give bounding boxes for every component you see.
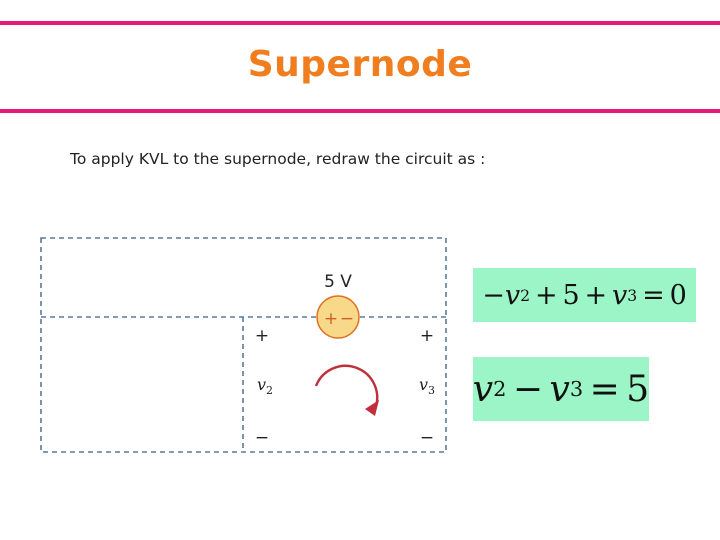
eq2-equals: = — [589, 368, 620, 410]
bottom-rule — [0, 109, 720, 113]
kvl-equation-box — [473, 268, 696, 322]
eq2-v2-subscript: 2 — [493, 377, 507, 401]
eq1-plus-2: + — [584, 279, 608, 311]
clockwise-loop-arrow — [316, 366, 379, 416]
eq2-v3-subscript: 3 — [569, 377, 584, 401]
left-voltage-label: $v_2$ — [257, 375, 274, 397]
eq2-v3: v — [549, 368, 570, 410]
eq1-minus: − — [482, 279, 505, 311]
eq1-five: 5 — [562, 279, 580, 311]
right-voltage-label: $v_3$ — [419, 375, 436, 397]
eq1-v3-subscript: 3 — [627, 285, 638, 305]
right-voltage-subscript: 3 — [428, 384, 436, 397]
eq2-v2: v — [472, 368, 494, 410]
loop-arrowhead — [365, 400, 379, 416]
left-voltage-subscript: 2 — [266, 384, 274, 397]
eq2-five: 5 — [626, 368, 650, 410]
eq1-v2: v — [504, 279, 521, 311]
eq1-equals: = — [642, 279, 665, 311]
eq1-zero: 0 — [669, 279, 687, 311]
dashed-wires — [41, 238, 446, 452]
simplified-equation-box — [473, 357, 649, 421]
circuit-diagram — [30, 228, 460, 460]
voltage-source — [317, 296, 359, 338]
right-plus-sign: + — [419, 326, 435, 346]
left-plus-sign: + — [254, 326, 270, 346]
left-minus-sign: − — [254, 428, 270, 448]
source-label: 5 V — [324, 272, 352, 292]
eq1-v3: v — [611, 279, 628, 311]
source-plus-sign: + — [323, 309, 339, 329]
eq1-plus-1: + — [534, 279, 558, 311]
eq1-v2-subscript: 2 — [520, 285, 531, 305]
source-minus-sign: − — [339, 309, 355, 329]
eq2-minus: − — [512, 368, 544, 410]
slide-title: Supernode — [247, 44, 473, 85]
slide-subtitle: To apply KVL to the supernode, redraw the circuit as : — [70, 150, 486, 168]
top-rule — [0, 21, 720, 25]
right-minus-sign: − — [419, 428, 435, 448]
